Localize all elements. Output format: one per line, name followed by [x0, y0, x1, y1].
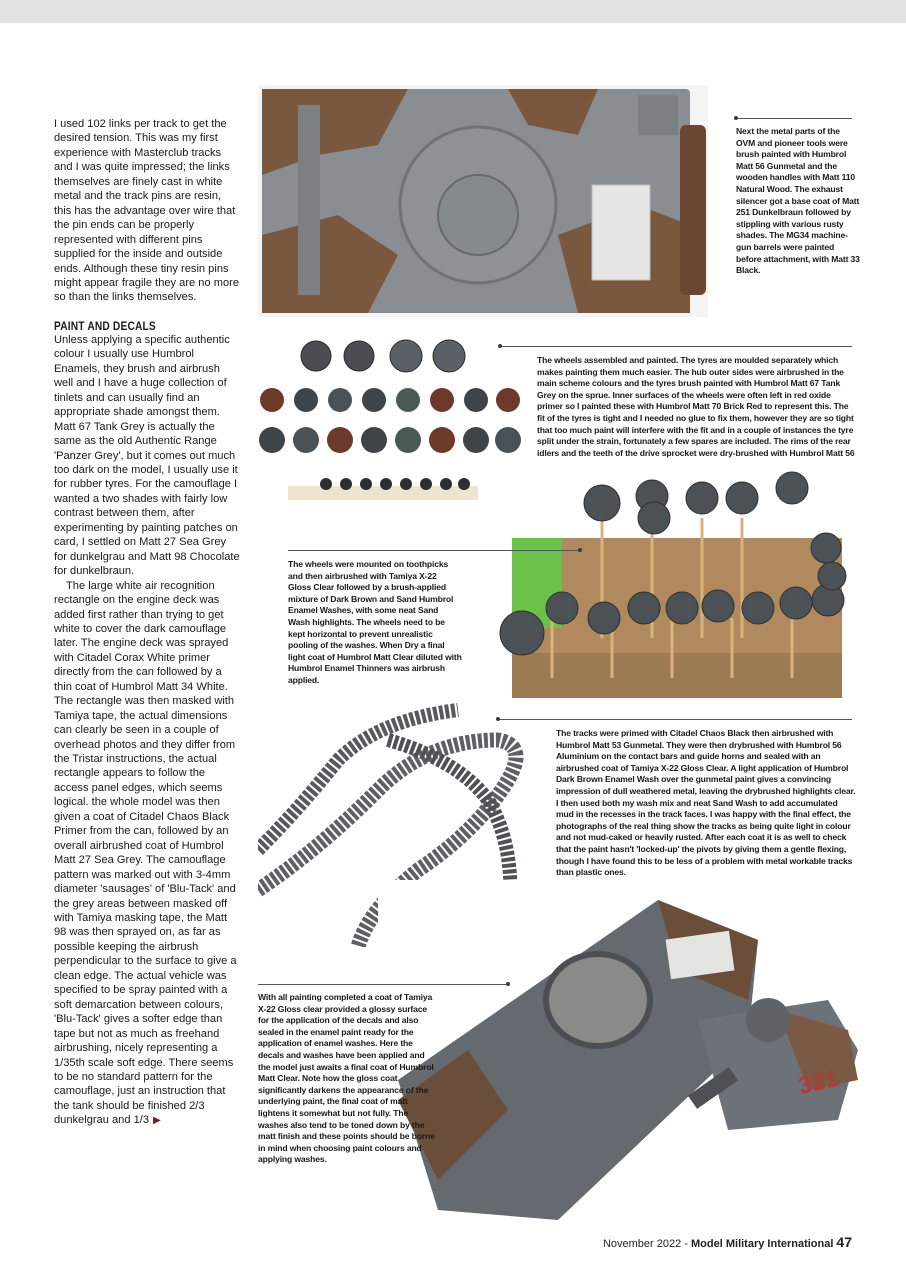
footer-date: November 2022 -	[602, 1238, 692, 1250]
caption-rule	[736, 118, 852, 119]
paragraph: I used 102 links per track to get the desired tension. This was my first experience with Masterclub tracks and I was quite impressed; the links themselves are finely cast in white metal and the track pins are resin, this has the advantage over wire that the pin ends can be properly represented with different pins supplied for the inside and outside ends. Although these tiny resin pins might appear fragile they are no more so than the links themselves.	[54, 118, 239, 304]
hull-top-illustration	[258, 85, 708, 317]
caption-rule	[498, 719, 852, 720]
caption-ovm-tools: Next the metal parts of the OVM and pioneer tools were brush painted with Humbrol Matt 56 Gunmetal and the wooden handles with Matt 110 Natural Wood. The exhaust silencer got a base coat of Matt 251 Dunkelbraun followed by stippling with various rusty shades. The MG34 machine-gun barrels were painted before attachment, with Matt 33 Black.	[736, 126, 860, 276]
caption-rule-dot	[578, 548, 582, 552]
page-footer	[603, 1234, 852, 1250]
caption-rule-dot	[496, 717, 500, 721]
hull-top-photo	[258, 85, 708, 317]
caption-rule-dot	[498, 344, 502, 348]
caption-rule	[500, 346, 852, 347]
caption-rule	[288, 550, 580, 551]
turret-number: 321	[796, 1065, 841, 1100]
wheels-illustration	[258, 336, 530, 502]
page-top-bar	[0, 0, 906, 23]
wheels-drying-box-photo	[492, 458, 858, 702]
caption-wheels-assembled: The wheels assembled and painted. The tyres are moulded separately which makes painting them much easier. The hub outer sides were airbrushed in the main scheme colours and the tyres brush painted with Humbrol Matt 67 Tank Grey on the sprue. Inner surfaces of the wheels were often left in red oxide primer so I painted these with Humbrol Matt 70 Brick Red to represent this. The fit of the tyres is tight and I needed no glue to fix them, however they are so tight that too much paint will interfere with the fit and in a couple of instances the tyre split under the strain, fortunately a few spares are included. The rims of the rear idlers and the teeth of the drive sprocket were dry-brushed with Humbrol Matt 56	[537, 355, 855, 458]
finished-model-photo	[378, 880, 876, 1232]
box-illustration	[492, 458, 858, 702]
paragraph-text: The large white air recognition rectangle on the engine deck was added first rather than trying to get white to cover the dark camouflage later. The engine deck was sprayed with Citadel Corax White primer directly from the can followed by a thin coat of Humbrol Matt 34 White. The rectangle was then masked with Tamiya tape, the actual dimensions can clearly be seen in a couple of overhead photos and they differ from the Tristar instructions, the actual rectangle appears to follow the access panel edges, which seems logical. the whole model was then given a coat of Citadel Chaos Black Primer from the can, followed by an overall airbrushed coat of Humbrol Matt 27 Sea Grey. The camouflage pattern was marked out with 3-4mm diameter 'sausages' of 'Blu-Tack' and the grey areas between masked off with Tamiya masking tape, the Matt 98 was then sprayed on, as far as possible keeping the airbrush perpendicular to the surface to give a clean edge. The actual vehicle was specified to be spray painted with a soft demarcation between colours, 'Blu-Tack' gives a softer edge than tape but not as much as freehand airbrushing, nicely representing a 1/35th scale soft edge. There seems to be no standard pattern for the camouflage, just an instruction that the tank should be finished 2/3 dunkelgrau and 1/3	[54, 579, 237, 1127]
footer-magazine: Model Military International	[691, 1238, 834, 1250]
caption-rule-dot	[506, 982, 510, 986]
section-heading: PAINT AND DECALS	[54, 318, 156, 333]
caption-wheels-toothpicks: The wheels were mounted on toothpicks and then airbrushed with Tamiya X-22 Gloss Clear followed by a brush-applied mixture of Dark Brown and Sand Humbrol Enamel Washes, with some neat Sand Wash highlights. The wheels need to be kept horizontal to prevent unrealistic pooling of the washes. When Dry a final light coat of Humbrol Matt Clear diluted with Humbrol Enamel Thinners was airbrush applied.	[288, 559, 462, 685]
article-body	[54, 117, 240, 1129]
caption-rule-dot	[734, 116, 738, 120]
caption-rule	[258, 984, 508, 985]
page-number: 47	[836, 1234, 852, 1250]
wheels-layout-photo	[258, 336, 530, 502]
paragraph	[54, 579, 240, 1129]
caption-finished-gloss: With all painting completed a coat of Tamiya X-22 Gloss clear provided a glossy surface for the application of the decals and also sealed in the enamel paint ready for the application of enamel washes. Here the decals and washes have been applied and the model just awaits a final coat of Humbrol Matt Clear. Note how the gloss coat significantly darkens the appearance of the underlying paint, the final coat of matt lightens it somewhat but not fully. The washes also tend to be toned down by the matt finish and these points should be borne in mind when choosing paint colours and applying washes.	[258, 992, 435, 1165]
paragraph: Unless applying a specific authentic colour I usually use Humbrol Enamels, they brush and airbrush well and I have a huge collection of tinlets and can usually find an appropriate shade amongst them. Matt 67 Tank Grey is actually the same as the old Authentic Range 'Panzer Grey', but it comes out much too dark on the model, I usually use it for rubber tyres. For the camouflage I wanted a two shades with fairly low contrast between them, after experimenting by painting patches on card, I settled on Matt 27 Sea Grey for dunkelgrau and Matt 98 Chocolate for dunkelbraun.	[54, 333, 240, 578]
caption-tracks: The tracks were primed with Citadel Chaos Black then airbrushed with Humbrol Matt 53 Gunmetal. They were then drybrushed with Humbrol 56 Aluminium on the contact bars and guide horns and sealed with an airbrushed coat of Tamiya X-22 Gloss Clear. A light application of Humbrol Dark Brown Enamel Wash over the gunmetal paint gives a convincing impression of dull weathered metal, leaving the drybrushed highlights clear. I then used both my wash mix and neat Sand Wash to add accumulated mud in the recesses in the track faces. I was happy with the final effect, the photographs of the real thing show the tracks as being quite light in colour and not mud-caked or heavily rusted. After each coat it is as well to check that the paint hasn't 'locked-up' the pivots by giving them a gentle flexing, though I have found this to be less of a problem with metal workable tracks than plastic ones.	[556, 728, 856, 878]
finished-model-illustration	[378, 880, 876, 1232]
continue-arrow-icon: ▶	[153, 1115, 161, 1127]
